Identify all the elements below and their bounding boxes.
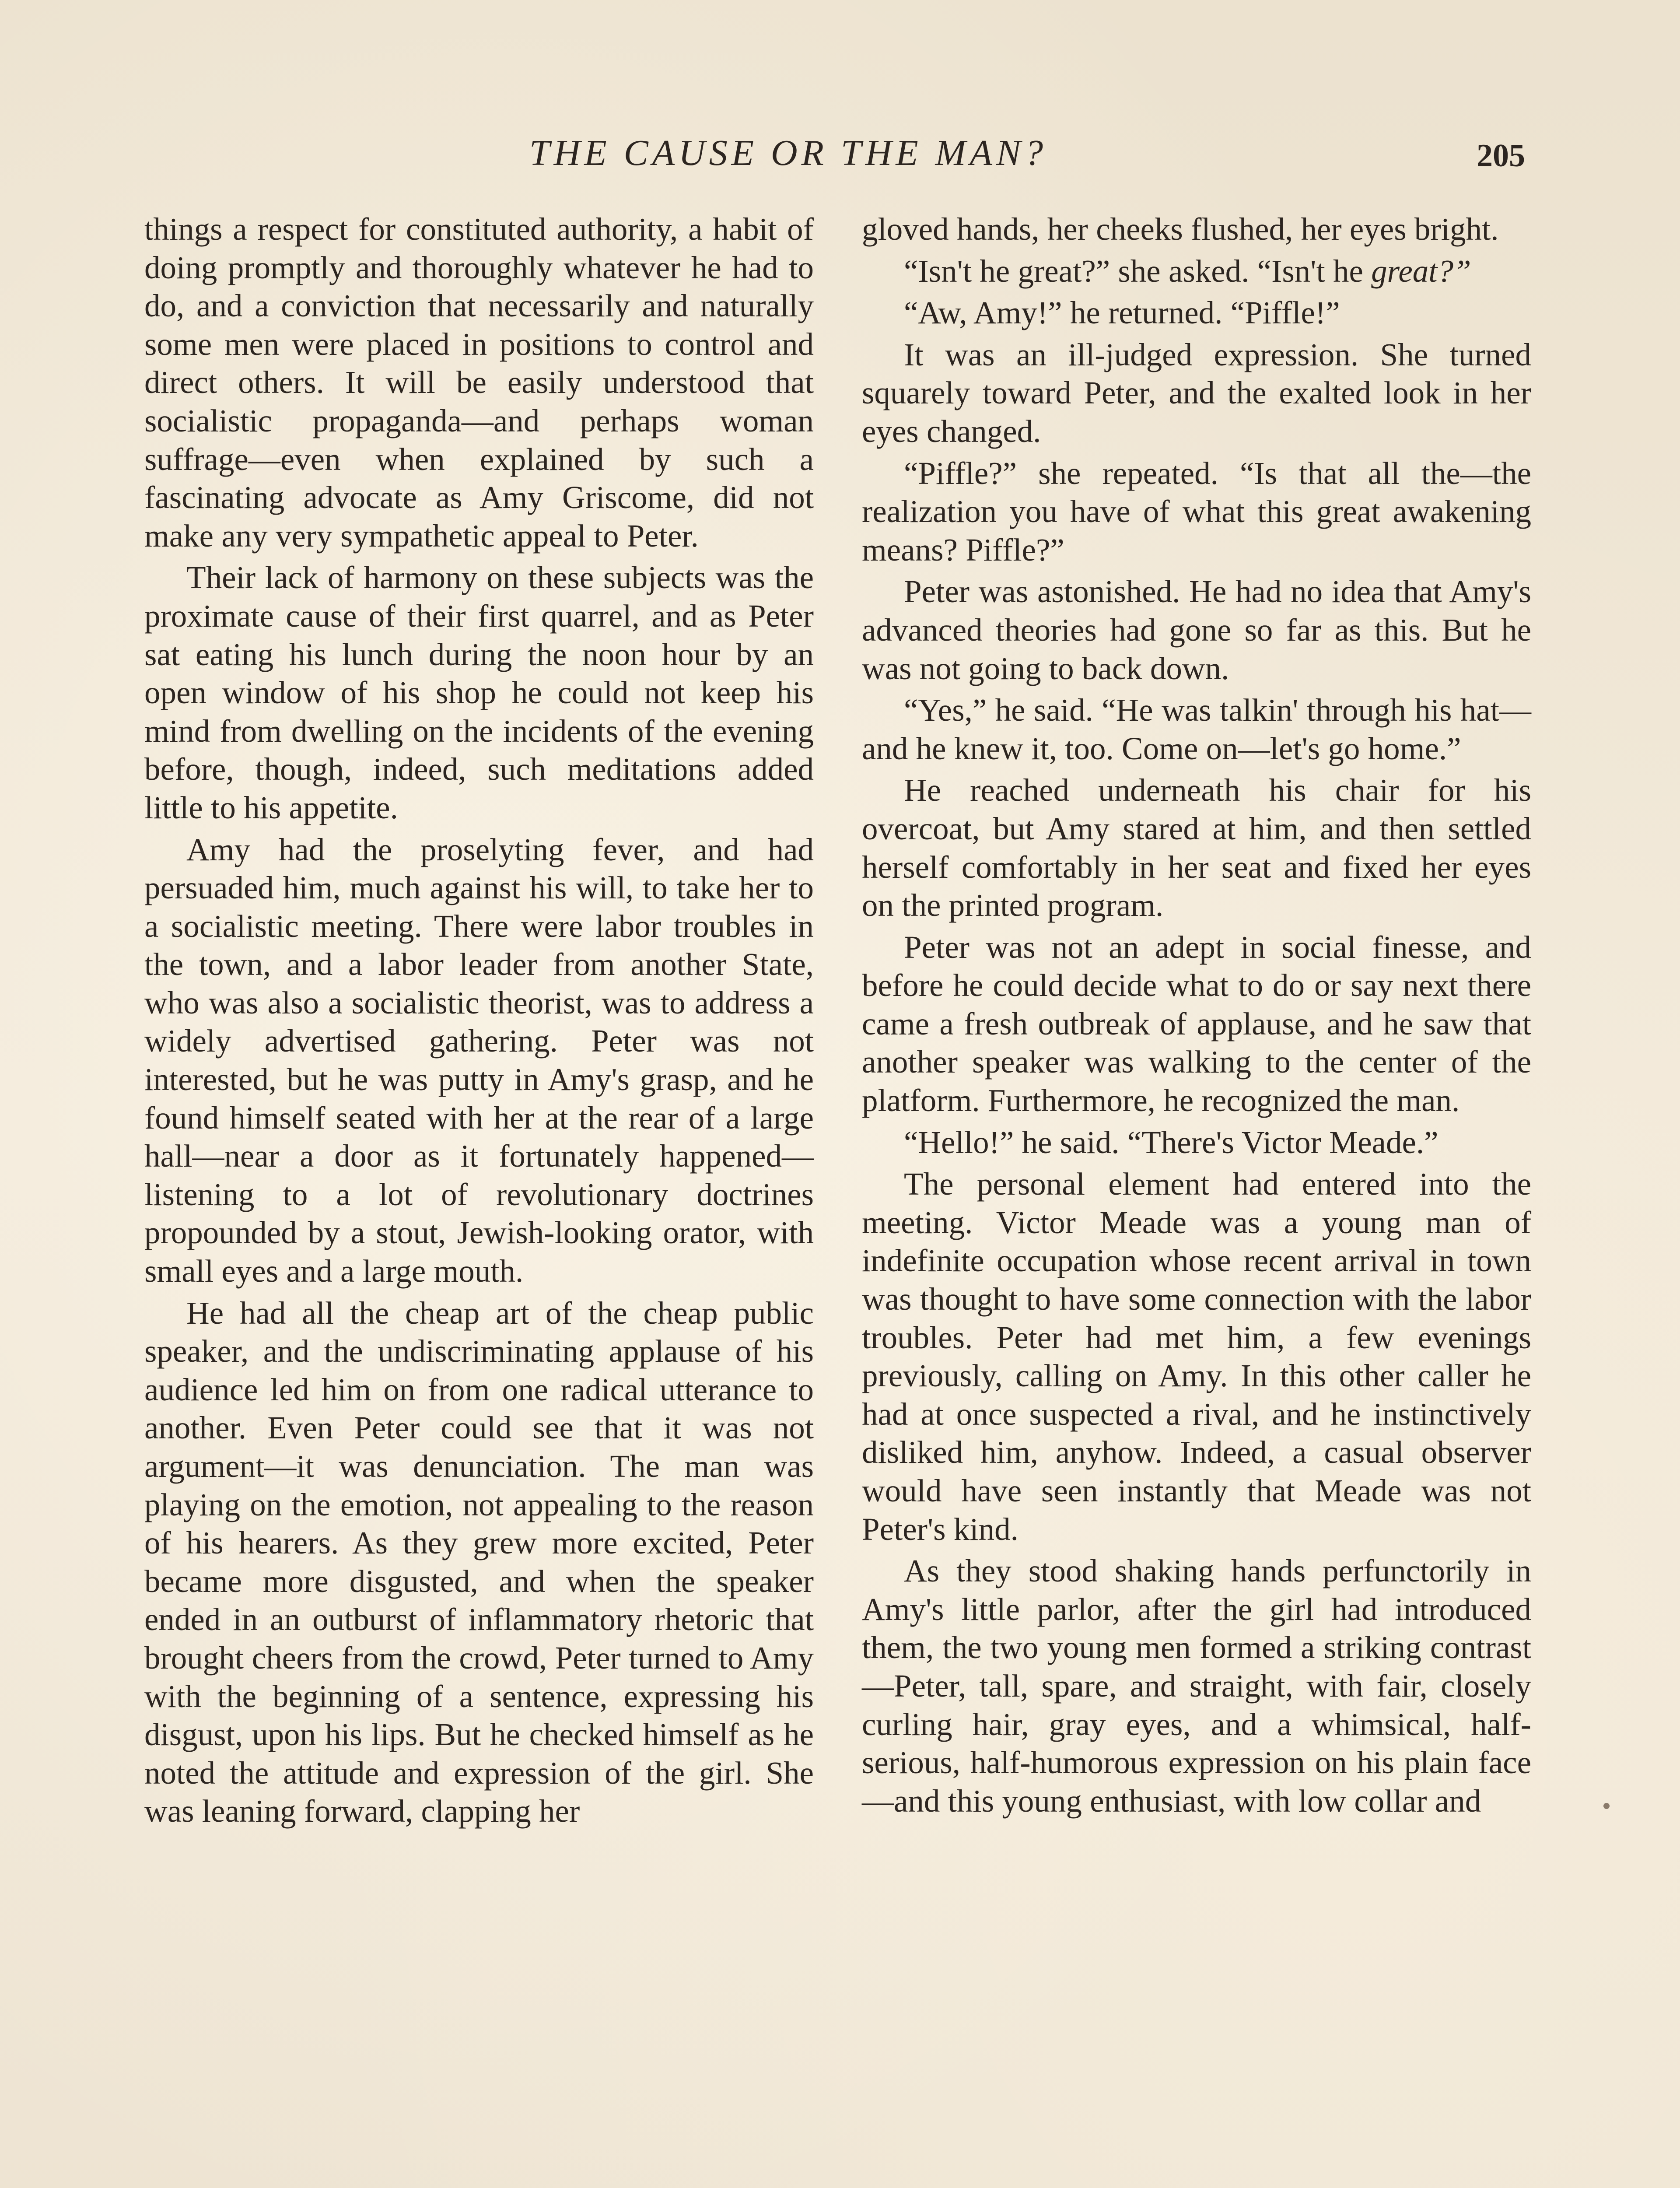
page-number: 205 bbox=[1477, 138, 1525, 174]
running-title: THE CAUSE OR THE MAN? bbox=[529, 133, 1047, 173]
paragraph: Their lack of harmony on these subjects was the proximate cause of their first quarrel, and as Peter sat eating his lunch during the noon hour by an open window of his shop he could not keep his mind from dwelling on the incidents of the evening before, though, indeed, such meditations added little to his appetite. bbox=[144, 560, 814, 825]
paragraph: Peter was astonished. He had no idea that Amy's advanced theories had gone so far as this. But he was not going to back down. bbox=[862, 574, 1531, 686]
paragraph: The personal element had entered into the meeting. Victor Meade was a young man of indefinite occupation whose recent arrival in town was thought to have some connection with the labor troubles. Peter had met him, a few evenings previously, calling on Amy. In this other caller he had at once suspected a rival, and he instinctively disliked him, anyhow. Indeed, a casual observer would have seen instantly that Meade was not Peter's kind. bbox=[862, 1166, 1531, 1547]
paragraph: gloved hands, her cheeks flushed, her eyes bright. bbox=[862, 211, 1499, 247]
paragraph: He had all the cheap art of the cheap public speaker, and the undiscriminating applause of his audience led him on from one radical utterance to another. Even Peter could see that it was not argument—it was denunciation. The man was playing on the emotion, not appealing to the reason of his hearers. As they grew more excited, Peter became more disgusted, and when the speaker ended in an outburst of inflammatory rhetoric that brought cheers from the crowd, Peter turned to Amy with the beginning of a sentence, expressing his disgust, upon his lips. But he checked himself as he noted the attitude and expression of the girl. She was leaning forward, clapping her bbox=[144, 1295, 814, 1829]
paragraph: things a respect for constituted authority, a habit of doing promptly and thoroughly whatever he had to do, and a conviction that necessarily and naturally some men were placed in positions to control and direct others. It will be easily understood that socialistic propaganda—and perhaps woman suffrage—even when explained by such a fascinating advocate as Amy Griscome, did not make any very sympathetic appeal to Peter. bbox=[144, 211, 814, 554]
right-column bbox=[862, 210, 1531, 1823]
emphasized-text: great?” bbox=[1371, 253, 1471, 289]
paragraph bbox=[862, 252, 1531, 291]
paragraph: He reached underneath his chair for his overcoat, but Amy stared at him, and then settled herself comfortably in her seat and fixed her eyes on the printed program. bbox=[862, 772, 1531, 923]
left-column bbox=[144, 210, 814, 1834]
paragraph: “Aw, Amy!” he returned. “Piffle!” bbox=[904, 295, 1340, 331]
paragraph: It was an ill-judged expression. She turned squarely toward Peter, and the exalted look in her eyes changed. bbox=[862, 337, 1531, 449]
page-header bbox=[0, 131, 1680, 179]
paragraph: Peter was not an adept in social finesse, and before he could decide what to do or say next there came a fresh outbreak of applause, and he saw that another speaker was walking to the center of the platform. Furthermore, he recognized the man. bbox=[862, 929, 1531, 1119]
paragraph: “Hello!” he said. “There's Victor Meade.” bbox=[904, 1124, 1438, 1160]
paragraph: “Piffle?” she repeated. “Is that all the—the realization you have of what this great awakening means? Piffle?” bbox=[862, 455, 1531, 568]
paragraph: As they stood shaking hands perfunctorily in Amy's little parlor, after the girl had introduced them, the two young men formed a striking contrast—Peter, tall, spare, and straight, with fair, closely curling hair, gray eyes, and a whimsical, half-serious, half-humorous expression on his plain face—and this young enthusiast, with low collar and bbox=[862, 1553, 1531, 1819]
paragraph: Amy had the proselyting fever, and had persuaded him, much against his will, to take her to a socialistic meeting. There were labor troubles in the town, and a labor leader from another State, who was also a socialistic theorist, was to address a widely advertised gathering. Peter was not interested, but he was putty in Amy's grasp, and he found himself seated with her at the rear of a large hall—near a door as it fortunately happened—listening to a lot of revolutionary doctrines propounded by a stout, Jewish-looking orator, with small eyes and a large mouth. bbox=[144, 831, 814, 1289]
quote-text: “Isn't he great?” she asked. “Isn't he bbox=[904, 253, 1372, 289]
paragraph: “Yes,” he said. “He was talkin' through his hat—and he knew it, too. Come on—let's go home.” bbox=[862, 692, 1531, 766]
paper-speck bbox=[1603, 1803, 1610, 1809]
